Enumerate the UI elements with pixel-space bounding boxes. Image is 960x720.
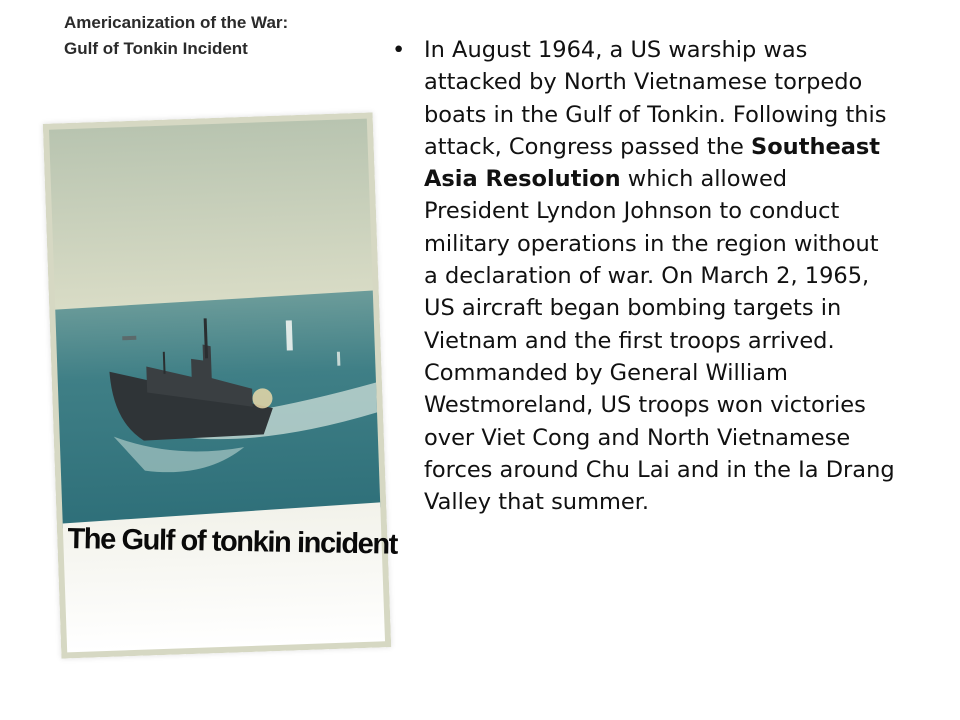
bullet-text-bold: Southeast Asia Resolution — [424, 133, 881, 193]
sky — [49, 119, 373, 310]
bullet-text-part-1: In August 1964, a US warship was attacked by North Vietnamese torpedo boats in the Gulf of Tonkin. Following this attack, Congress passed the — [424, 37, 887, 160]
slide-title — [64, 10, 364, 62]
slide-title-line-1: Americanization of the War: — [64, 13, 289, 32]
bullet-text-part-2: which allowed President Lyndon Johnson to conduct military operations in the region without a declaration of war. On March 2, 1965, US aircraft began bombing targets in Vietnam and the first troops arrived. Commanded by General William Westmoreland, US troops won victories over Viet Cong and North Vietnamese forces around Chu Lai and in the Ia Drang Valley that summer. — [424, 166, 895, 516]
photo-caption: The Gulf of tonkin incident — [67, 522, 398, 561]
bullet-marker: • — [392, 37, 406, 63]
slide-title-line-2: Gulf of Tonkin Incident — [64, 39, 248, 58]
distant-boat — [122, 336, 136, 340]
bullet-list — [388, 34, 898, 518]
distant-splash — [337, 352, 340, 366]
torpedo-splash — [286, 320, 293, 350]
gulf-of-tonkin-photo — [43, 112, 398, 658]
warship-illustration — [43, 112, 398, 658]
bullet-item — [388, 34, 898, 518]
